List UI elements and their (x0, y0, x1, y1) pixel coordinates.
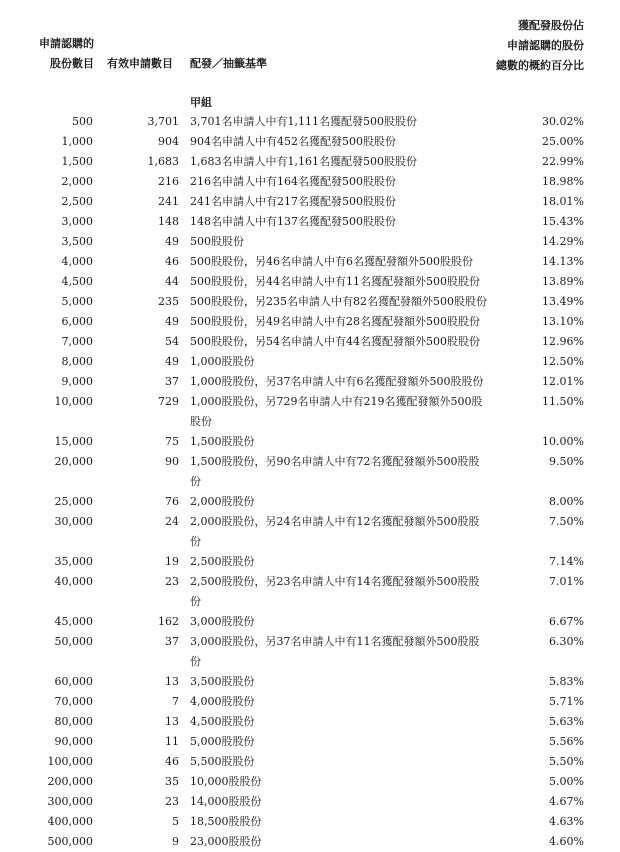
valid-applications-cell: 3,701 (147, 115, 179, 128)
approx-percentage-cell: 7.14% (549, 555, 584, 568)
approx-percentage-cell: 14.29% (542, 235, 584, 248)
shares-applied-cell: 9,000 (61, 375, 93, 388)
table-row (0, 672, 620, 692)
valid-applications-cell: 9 (172, 835, 179, 848)
valid-applications-cell: 46 (165, 755, 179, 768)
allocation-basis-cell: 4,500股股份 (190, 715, 255, 728)
approx-percentage-cell: 5.50% (549, 755, 584, 768)
valid-applications-cell: 216 (158, 175, 179, 188)
approx-percentage-cell: 6.67% (549, 615, 584, 628)
valid-applications-cell: 37 (165, 635, 179, 648)
approx-percentage-cell: 8.00% (549, 495, 584, 508)
valid-applications-cell: 75 (165, 435, 179, 448)
approx-percentage-cell: 18.01% (542, 195, 584, 208)
valid-applications-cell: 1,683 (147, 155, 179, 168)
header-approx-percentage-line1: 獲配發股份佔 (518, 19, 584, 32)
table-row (0, 752, 620, 772)
table-row (0, 432, 620, 452)
table-row (0, 132, 620, 152)
table-row (0, 512, 620, 552)
allocation-basis-cell: 2,000股股份 (190, 495, 255, 508)
header-approx-percentage-line3: 總數的概約百分比 (496, 59, 584, 72)
allocation-basis-cell: 1,683名申請人中有1,161名獲配發500股股份 (190, 155, 417, 168)
valid-applications-cell: 241 (158, 195, 179, 208)
shares-applied-cell: 4,500 (61, 275, 93, 288)
allocation-basis-cell: 18,500股股份 (190, 815, 262, 828)
table-row (0, 692, 620, 712)
shares-applied-cell: 10,000 (54, 395, 93, 408)
allocation-basis-cell: 500股股份，另235名申請人中有82名獲配發額外500股股份 (190, 295, 487, 308)
allocation-basis-cell: 500股股份，另46名申請人中有6名獲配發額外500股股份 (190, 255, 473, 268)
table-row (0, 332, 620, 352)
header-shares-applied-line1: 申請認購的 (39, 37, 94, 50)
allocation-basis-cell: 500股股份，另54名申請人中有44名獲配發額外500股股份 (190, 335, 480, 348)
approx-percentage-cell: 14.13% (542, 255, 584, 268)
shares-applied-cell: 70,000 (54, 695, 93, 708)
allocation-basis-cell: 2,500股股份，另23名申請人中有14名獲配發額外500股股份 (190, 575, 480, 608)
valid-applications-cell: 49 (165, 355, 179, 368)
table-row (0, 792, 620, 812)
approx-percentage-cell: 4.60% (549, 835, 584, 848)
valid-applications-cell: 13 (165, 675, 179, 688)
shares-applied-cell: 3,000 (61, 215, 93, 228)
allocation-basis-cell: 500股股份 (190, 235, 244, 248)
approx-percentage-cell: 25.00% (542, 135, 584, 148)
approx-percentage-cell: 12.96% (542, 335, 584, 348)
approx-percentage-cell: 5.00% (549, 775, 584, 788)
shares-applied-cell: 2,000 (61, 175, 93, 188)
approx-percentage-cell: 11.50% (542, 395, 584, 408)
shares-applied-cell: 400,000 (47, 815, 93, 828)
shares-applied-cell: 50,000 (54, 635, 93, 648)
shares-applied-cell: 30,000 (54, 515, 93, 528)
shares-applied-cell: 100,000 (47, 755, 93, 768)
table-row (0, 392, 620, 432)
shares-applied-cell: 500 (72, 115, 93, 128)
table-row (0, 812, 620, 832)
table-row (0, 492, 620, 512)
approx-percentage-cell: 15.43% (542, 215, 584, 228)
valid-applications-cell: 904 (158, 135, 179, 148)
allocation-basis-cell: 1,000股股份，另37名申請人中有6名獲配發額外500股股份 (190, 375, 484, 388)
table-row (0, 552, 620, 572)
allocation-basis-cell: 14,000股股份 (190, 795, 262, 808)
valid-applications-cell: 5 (172, 815, 179, 828)
header-approx-percentage-line2: 申請認購的股份 (507, 39, 584, 52)
shares-applied-cell: 60,000 (54, 675, 93, 688)
approx-percentage-cell: 13.89% (542, 275, 584, 288)
valid-applications-cell: 24 (165, 515, 179, 528)
shares-applied-cell: 20,000 (54, 455, 93, 468)
section-label: 甲組 (190, 96, 212, 109)
allocation-basis-cell: 500股股份，另44名申請人中有11名獲配發額外500股股份 (190, 275, 480, 288)
allocation-basis-cell: 500股股份，另49名申請人中有28名獲配發額外500股股份 (190, 315, 480, 328)
approx-percentage-cell: 6.30% (549, 635, 584, 648)
allocation-basis-cell: 3,000股股份，另37名申請人中有11名獲配發額外500股股份 (190, 635, 480, 668)
allocation-basis-cell: 1,000股股份 (190, 355, 255, 368)
valid-applications-cell: 729 (158, 395, 179, 408)
shares-applied-cell: 80,000 (54, 715, 93, 728)
shares-applied-cell: 1,500 (61, 155, 93, 168)
shares-applied-cell: 6,000 (61, 315, 93, 328)
valid-applications-cell: 11 (165, 735, 179, 748)
approx-percentage-cell: 12.50% (542, 355, 584, 368)
valid-applications-cell: 44 (165, 275, 179, 288)
valid-applications-cell: 90 (165, 455, 179, 468)
shares-applied-cell: 200,000 (47, 775, 93, 788)
valid-applications-cell: 46 (165, 255, 179, 268)
table-row (0, 272, 620, 292)
shares-applied-cell: 2,500 (61, 195, 93, 208)
shares-applied-cell: 3,500 (61, 235, 93, 248)
allocation-basis-cell: 1,000股股份，另729名申請人中有219名獲配發額外500股股份 (190, 395, 483, 428)
valid-applications-cell: 49 (165, 315, 179, 328)
allocation-basis-cell: 241名申請人中有217名獲配發500股股份 (190, 195, 396, 208)
approx-percentage-cell: 7.50% (549, 515, 584, 528)
allocation-table (0, 112, 620, 852)
shares-applied-cell: 90,000 (54, 735, 93, 748)
approx-percentage-cell: 5.56% (549, 735, 584, 748)
valid-applications-cell: 19 (165, 555, 179, 568)
allocation-basis-cell: 4,000股股份 (190, 695, 255, 708)
allocation-basis-cell: 2,500股股份 (190, 555, 255, 568)
shares-applied-cell: 7,000 (61, 335, 93, 348)
table-row (0, 112, 620, 132)
valid-applications-cell: 148 (158, 215, 179, 228)
valid-applications-cell: 54 (165, 335, 179, 348)
approx-percentage-cell: 13.10% (542, 315, 584, 328)
allocation-basis-cell: 2,000股股份，另24名申請人中有12名獲配發額外500股股份 (190, 515, 480, 548)
table-row (0, 312, 620, 332)
header-approx-percentage (496, 16, 584, 76)
approx-percentage-cell: 4.67% (549, 795, 584, 808)
table-row (0, 832, 620, 852)
table-row (0, 612, 620, 632)
valid-applications-cell: 13 (165, 715, 179, 728)
header-shares-applied (38, 34, 94, 74)
shares-applied-cell: 35,000 (54, 555, 93, 568)
allocation-basis-cell: 23,000股股份 (190, 835, 262, 848)
allocation-basis-cell: 3,701名申請人中有1,111名獲配發500股股份 (190, 115, 417, 128)
shares-applied-cell: 40,000 (54, 575, 93, 588)
header-shares-applied-line2: 股份數目 (50, 57, 94, 70)
valid-applications-cell: 76 (165, 495, 179, 508)
table-row (0, 292, 620, 312)
table-row (0, 252, 620, 272)
table-row (0, 352, 620, 372)
valid-applications-cell: 35 (165, 775, 179, 788)
shares-applied-cell: 500,000 (47, 835, 93, 848)
table-row (0, 192, 620, 212)
table-row (0, 632, 620, 672)
shares-applied-cell: 15,000 (54, 435, 93, 448)
header-allocation-basis: 配發／抽籤基準 (190, 57, 267, 70)
valid-applications-cell: 235 (158, 295, 179, 308)
table-row (0, 732, 620, 752)
table-row (0, 372, 620, 392)
allocation-basis-cell: 148名申請人中有137名獲配發500股股份 (190, 215, 396, 228)
valid-applications-cell: 162 (158, 615, 179, 628)
approx-percentage-cell: 7.01% (549, 575, 584, 588)
approx-percentage-cell: 5.83% (549, 675, 584, 688)
shares-applied-cell: 5,000 (61, 295, 93, 308)
table-row (0, 212, 620, 232)
allocation-basis-cell: 5,500股股份 (190, 755, 255, 768)
allocation-basis-cell: 3,000股股份 (190, 615, 255, 628)
approx-percentage-cell: 12.01% (542, 375, 584, 388)
approx-percentage-cell: 18.98% (542, 175, 584, 188)
approx-percentage-cell: 10.00% (542, 435, 584, 448)
allocation-basis-cell: 216名申請人中有164名獲配發500股股份 (190, 175, 396, 188)
allocation-basis-cell: 904名申請人中有452名獲配發500股股份 (190, 135, 396, 148)
valid-applications-cell: 23 (165, 795, 179, 808)
table-row (0, 172, 620, 192)
shares-applied-cell: 4,000 (61, 255, 93, 268)
shares-applied-cell: 300,000 (47, 795, 93, 808)
table-row (0, 712, 620, 732)
shares-applied-cell: 8,000 (61, 355, 93, 368)
valid-applications-cell: 7 (172, 695, 179, 708)
shares-applied-cell: 45,000 (54, 615, 93, 628)
approx-percentage-cell: 5.63% (549, 715, 584, 728)
allocation-basis-cell: 5,000股股份 (190, 735, 255, 748)
approx-percentage-cell: 30.02% (542, 115, 584, 128)
table-row (0, 152, 620, 172)
approx-percentage-cell: 4.63% (549, 815, 584, 828)
table-row (0, 452, 620, 492)
approx-percentage-cell: 13.49% (542, 295, 584, 308)
table-row (0, 232, 620, 252)
approx-percentage-cell: 5.71% (549, 695, 584, 708)
allocation-basis-cell: 10,000股股份 (190, 775, 262, 788)
allocation-basis-cell: 1,500股股份 (190, 435, 255, 448)
table-row (0, 572, 620, 612)
valid-applications-cell: 49 (165, 235, 179, 248)
approx-percentage-cell: 9.50% (549, 455, 584, 468)
header-valid-applications: 有效申請數目 (107, 57, 173, 70)
allocation-basis-cell: 1,500股股份，另90名申請人中有72名獲配發額外500股股份 (190, 455, 480, 488)
table-row (0, 772, 620, 792)
shares-applied-cell: 25,000 (54, 495, 93, 508)
approx-percentage-cell: 22.99% (542, 155, 584, 168)
valid-applications-cell: 23 (165, 575, 179, 588)
valid-applications-cell: 37 (165, 375, 179, 388)
shares-applied-cell: 1,000 (61, 135, 93, 148)
allocation-basis-cell: 3,500股股份 (190, 675, 255, 688)
